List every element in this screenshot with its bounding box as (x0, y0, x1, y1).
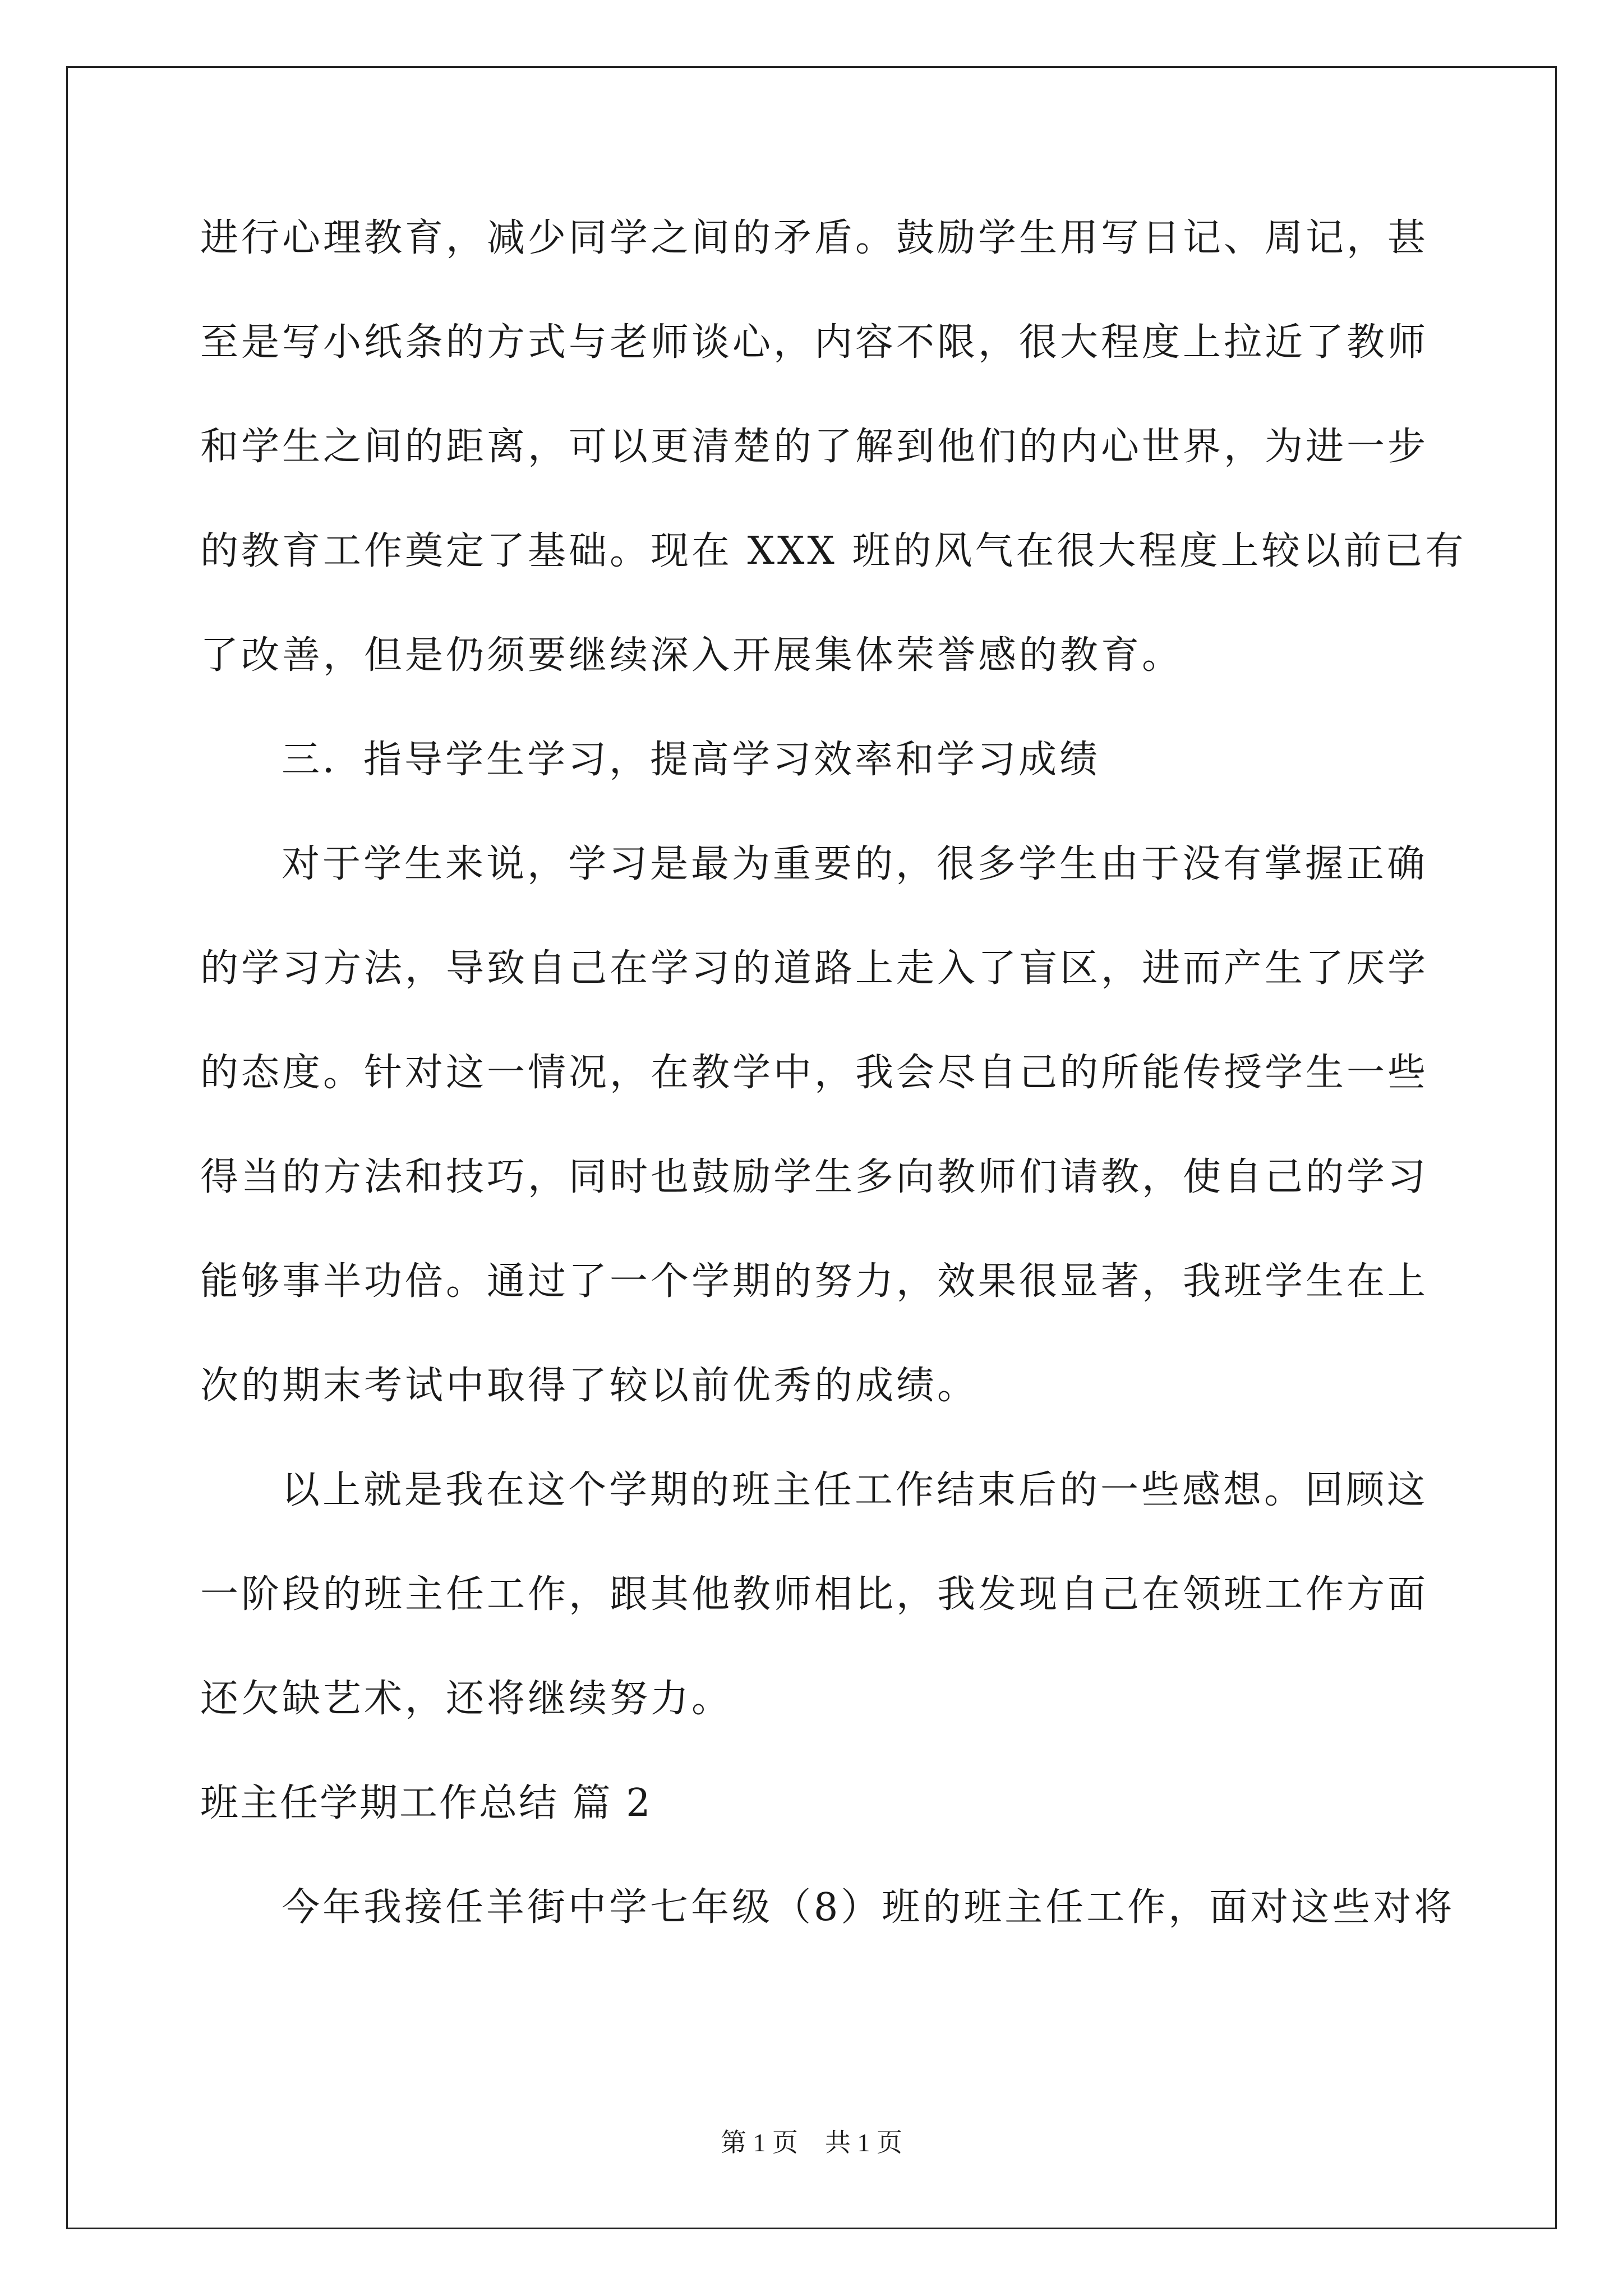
text-line: 还欠缺艺术，还将继续努力。 (200, 1677, 733, 1721)
paragraph-first-line: 今年我接任羊街中学七年级（8）班的班主任工作，面对这些对将 (282, 1885, 1455, 1930)
article-title: 班主任学期工作总结 篇 2 (200, 1781, 652, 1825)
text-line: 的态度。针对这一情况，在教学中，我会尽自己的所能传授学生一些 (200, 1051, 1429, 1095)
text-line: 了改善，但是仍须要继续深入开展集体荣誉感的教育。 (200, 633, 1183, 678)
page-number-total: 共 1 页 (825, 2128, 902, 2157)
text-line: 的学习方法，导致自己在学习的道路上走入了盲区，进而产生了厌学 (200, 946, 1429, 991)
text-line: 得当的方法和技巧，同时也鼓励学生多向教师们请教，使自己的学习 (200, 1155, 1429, 1199)
page-number-current: 第 1 页 (721, 2128, 798, 2157)
paragraph-first-line: 以上就是我在这个学期的班主任工作结束后的一些感想。回顾这 (282, 1468, 1428, 1512)
text-line: 能够事半功倍。通过了一个学期的努力，效果很显著，我班学生在上 (200, 1259, 1429, 1304)
text-line: 一阶段的班主任工作，跟其他教师相比，我发现自己在领班工作方面 (200, 1572, 1429, 1617)
text-line: 和学生之间的距离，可以更清楚的了解到他们的内心世界，为进一步 (200, 425, 1429, 469)
text-line: 至是写小纸条的方式与老师谈心，内容不限，很大程度上拉近了教师 (200, 320, 1429, 365)
page-footer (0, 2126, 1623, 2160)
section-heading: 三．指导学生学习，提高学习效率和学习成绩 (282, 738, 1101, 782)
text-line: 进行心理教育，减少同学之间的矛盾。鼓励学生用写日记、周记，甚 (200, 216, 1429, 260)
paragraph-first-line: 对于学生来说，学习是最为重要的，很多学生由于没有掌握正确 (282, 842, 1428, 886)
text-line: 的教育工作奠定了基础。现在 XXX 班的风气在很大程度上较以前已有 (200, 529, 1467, 573)
text-line: 次的期末考试中取得了较以前优秀的成绩。 (200, 1364, 979, 1408)
